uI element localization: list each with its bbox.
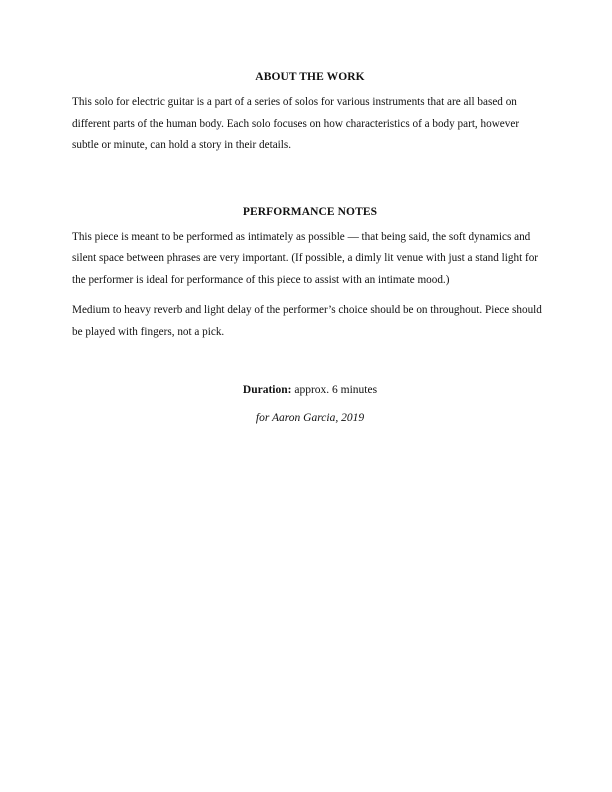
about-heading: ABOUT THE WORK bbox=[255, 71, 365, 83]
duration-line bbox=[72, 382, 548, 398]
performance-notes-heading: PERFORMANCE NOTES bbox=[242, 205, 378, 218]
about-paragraph: This solo for electric guitar is a part of a series of solos for various instruments that are all based on different parts of the human body. Each solo focuses on how characteristics of a body part, however subtle or minute, can hold a story in their details. bbox=[72, 96, 520, 151]
performance-paragraph-2: Medium to heavy reverb and light delay of the performer’s choice should be on throughout. Piece should be played with fingers, not a pick. bbox=[72, 304, 542, 338]
dedication: for Aaron Garcia, 2019 bbox=[255, 412, 365, 424]
duration-label: Duration: bbox=[242, 384, 292, 396]
page-content bbox=[72, 70, 548, 426]
performance-paragraph-1: This piece is meant to be performed as intimately as possible — that being said, the soft dynamics and silent space between phrases are very important. (If possible, a dimly lit venue with just a stand light for the performer is ideal for performance of this piece to assist with an intimate mood.) bbox=[72, 230, 539, 286]
duration-value: approx. 6 minutes bbox=[291, 384, 378, 396]
